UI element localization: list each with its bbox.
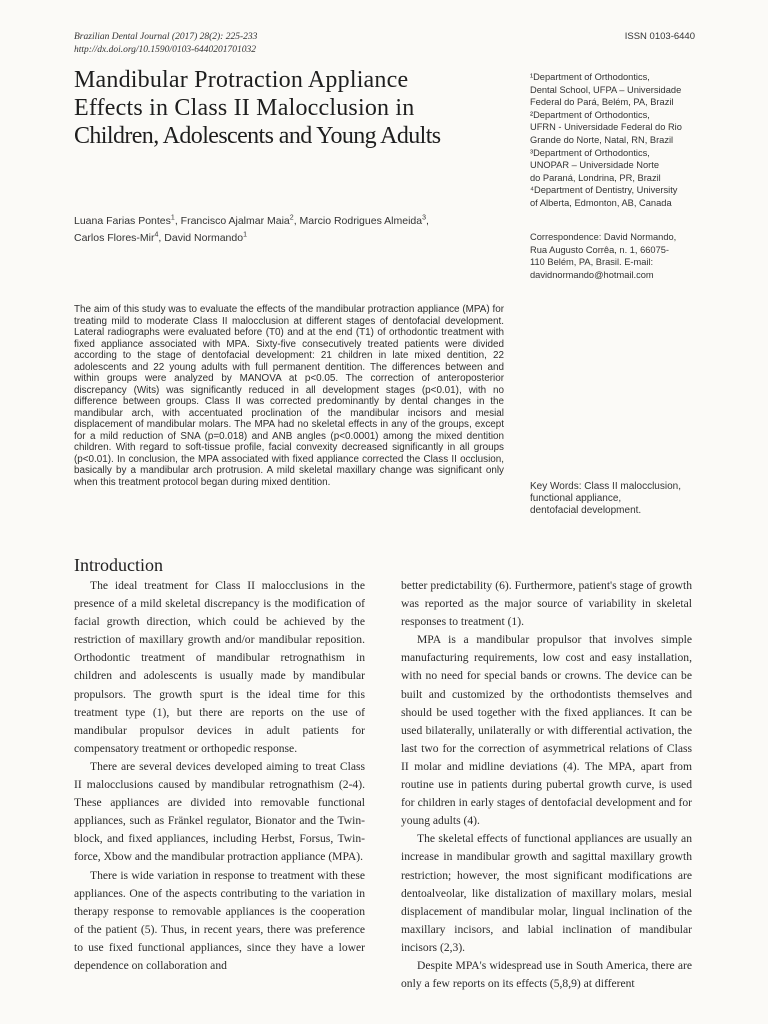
correspondence-email[interactable]: davidnormando@hotmail.com <box>530 269 654 280</box>
affiliation-line: of Alberta, Edmonton, AB, Canada <box>530 197 672 208</box>
doi-link[interactable]: http://dx.doi.org/10.1590/0103-6440201701032 <box>74 45 256 55</box>
affiliation-line: Grande do Norte, Natal, RN, Brazil <box>530 134 674 145</box>
affiliation-line: do Paraná, Londrina, PR, Brazil <box>530 172 661 183</box>
paragraph: The ideal treatment for Class II malocclusions in the presence of a mild skeletal discrepancy is the modification of facial growth direction, which could be achieved by the restriction of maxillary growth and/or mandibular reposition. Orthodontic treatment of mandibular retrognathism in children and adolescents is usually made by mandibular propulsors. The growth spurt is the ideal time for this treatment type (1), but there are reports on the use of mandibular propulsor devices in adult patients for compensatory treatment or orthopedic response. <box>74 579 365 755</box>
keywords-line: dentofacial development. <box>530 505 642 516</box>
body-column-right <box>401 577 692 993</box>
paragraph: Despite MPA's widespread use in South America, there are only a few reports on its effects (5,8,9) at different <box>401 958 692 991</box>
affiliation-line: ²Department of Orthodontics, <box>530 109 650 120</box>
title-line: Children, Adolescents and Young Adults <box>74 123 441 149</box>
journal-reference: Brazilian Dental Journal (2017) 28(2): 225-233 <box>74 32 258 42</box>
body-column-left <box>74 577 365 975</box>
journal-citation <box>74 31 404 57</box>
affiliation-line: ³Department of Orthodontics, <box>530 147 650 158</box>
keywords <box>530 481 710 517</box>
section-heading-introduction: Introduction <box>74 555 163 575</box>
author-list: Luana Farias Pontes$^1$, Francisco Ajalmar Maia$^2$, Marcio Rodrigues Almeida$^3$, Carlos Flores-Mir$^4$, David Normando$^1$ <box>74 214 429 244</box>
author-name: David Normando <box>164 232 244 244</box>
affiliation-line: Federal do Pará, Belém, PA, Brazil <box>530 97 674 108</box>
paragraph: There is wide variation in response to treatment with these appliances. One of the aspects contributing to the variation in therapy response to removable appliances is the cooperation of the patient (5). Thus, in recent years, there was preference to use fixed functional appliances, since they have a lower dependence on collaboration and <box>74 868 365 972</box>
correspondence <box>530 231 710 281</box>
affiliation-line: UFRN - Universidade Federal do Rio <box>530 122 682 133</box>
affiliation-line: ⁴Department of Dentistry, University <box>530 185 678 196</box>
affiliation-line: UNOPAR – Universidade Norte <box>530 160 659 171</box>
paragraph: better predictability (6). Furthermore, patient's stage of growth was reported as the major source of variability in skeletal responses to treatment (1). <box>401 579 692 629</box>
paragraph: MPA is a mandibular propulsor that involves simple manufacturing requirements, low cost and easy installation, with no need for special bands or crowns. The device can be built and customized by the orthodontists themselves and should be used together with the fixed appliances. It can be used bilaterally, unilaterally or with differential activation, the last two for the correction of asymmetrical relations of Class II molar and midline deviations (4). The MPA, apart from routine use in patients during pubertal growth curve, is used for children in early stages of dentofacial development and for young adults (4). <box>401 633 692 828</box>
author-name: Carlos Flores-Mir <box>74 232 155 244</box>
issn: ISSN 0103-6440 <box>624 31 695 42</box>
author-name: Francisco Ajalmar Maia <box>180 215 290 227</box>
correspondence-line: 110 Belém, PA, Brasil. E-mail: <box>530 257 654 268</box>
correspondence-line: Rua Augusto Corrêa, n. 1, 66075- <box>530 244 670 255</box>
correspondence-line: Correspondence: David Normando, <box>530 232 677 242</box>
paragraph: There are several devices developed aiming to treat Class II malocclusions caused by mandibular retrognathism (2-4). These appliances are divided into removable functional appliances, such as Fränkel regulator, Bionator and the Twin-block, and fixed appliances, including Herbst, Forsus, Twin-force, Xbow and the mandibular protraction appliance (MPA). <box>74 759 365 864</box>
author-name: Marcio Rodrigues Almeida <box>299 215 423 227</box>
keywords-line: functional appliance, <box>530 493 622 504</box>
article-title <box>74 66 474 150</box>
affiliation-line: ¹Department of Orthodontics, <box>530 72 650 82</box>
title-line: Mandibular Protraction Appliance <box>74 67 409 93</box>
keywords-line: Key Words: Class II malocclusion, <box>530 481 681 492</box>
affiliations <box>530 71 710 210</box>
paragraph: The skeletal effects of functional appliances are usually an increase in mandibular growth and sagittal maxillary growth restriction; however, the most significant modifications are dentoalveolar, like distalization of maxillary molars, mesial displacement of mandibular molar, lingual inclination of the maxillary incisors, and labial inclination of mandibular incisors (2,3). <box>401 832 692 954</box>
affiliation-line: Dental School, UFPA – Universidade <box>530 84 682 95</box>
abstract: The aim of this study was to evaluate the effects of the mandibular protraction appliance (MPA) for treating mild to moderate Class II malocclusion at different stages of dentofacial development. Lateral radiographs were evaluated before (T0) and at the end (T1) of orthodontic treatment with fixed appliance associated with MPA. Sixty-five consecutively treated patients were divided according to the stage of dentofacial development: 21 children in late mixed dentition, 22 adolescents and 22 young adults with full permanent dentition. The differences between and within groups were analyzed by MANOVA at p<0.05. The correction of anteroposterior discrepancy (Wits) was significantly reduced in all development stages (p<0.01), with no difference between groups. Class II was corrected predominantly by dental changes in the mandibular arch, with accentuated proclination of the mandibular incisors and mesial displacement of mandibular molars. The MPA had no skeletal effects in any of the groups, except for a mild reduction of SNA (p=0.018) and ANB angles (p<0.0001) among the mixed dentition children. With regard to soft-tissue profile, facial convexity decreased significantly in all groups (p<0.01). In conclusion, the MPA associated with fixed appliance corrected the Class II occlusion, basically by a mandibular arch protrusion. A mild skeletal maxillary change was significant only when this treatment protocol began during mixed dentition. <box>74 304 504 488</box>
title-line: Effects in Class II Malocclusion in <box>74 95 415 121</box>
author-name: Luana Farias Pontes <box>74 215 171 227</box>
